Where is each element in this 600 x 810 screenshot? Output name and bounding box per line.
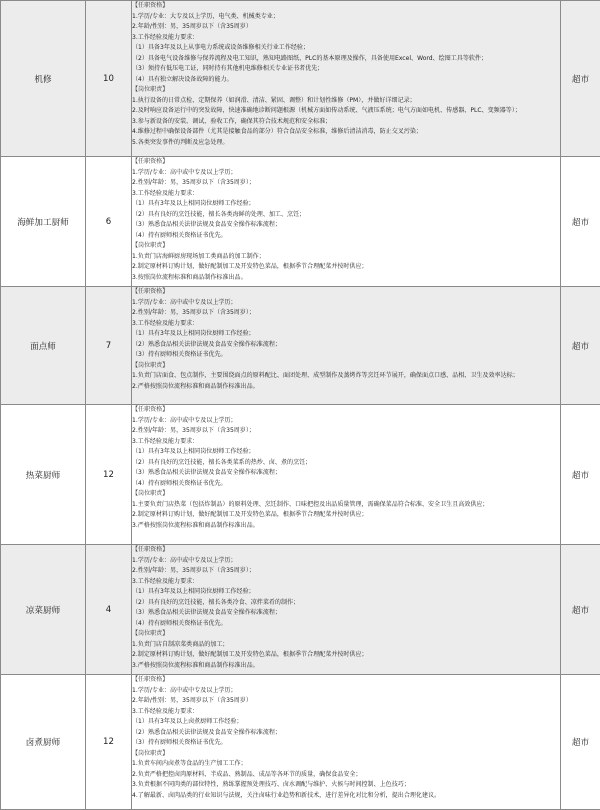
headcount-cell: 7 xyxy=(86,287,132,405)
requirement-line: 2.性别/年龄：男，35周岁以下（含35周岁）； xyxy=(132,566,560,577)
section-heading: 【岗位职责】 xyxy=(132,361,560,372)
requirement-line: 2.制定原材料订购计划，做好配制加工及开发特色菜品，根据季节合理配菜并按时供应； xyxy=(132,650,560,661)
section-heading: 【任职资格】 xyxy=(132,1,560,12)
table-row xyxy=(1,545,600,675)
position-name-cell: 机修 xyxy=(1,1,86,157)
requirement-line: （2）具有良好的烹饪技能，擅长各类冷食、凉拌菜肴的制作； xyxy=(132,598,560,609)
requirement-line: 1.学历/专业：高中或中专及以上学历； xyxy=(132,416,560,427)
requirements-cell xyxy=(132,1,561,157)
requirement-line: 2.制定原材料订购计划，做好配制加工及开发特色菜品，根据季节合理配菜并按时供应； xyxy=(132,262,560,273)
section-heading: 【岗位职责】 xyxy=(132,489,560,500)
requirement-line: （4）持有厨师相关资格证书优先。 xyxy=(132,479,560,490)
requirement-line: 3.参与新设备的安装、调试、验收工作，确保其符合技术规范和安全标准； xyxy=(132,117,560,128)
requirement-line: 3.工作经验及能力要求： xyxy=(132,33,560,44)
requirement-line: 2.性别/年龄：男，35周岁以下（含35周岁）； xyxy=(132,178,560,189)
requirement-line: （3）持有厨师相关资格证书优先。 xyxy=(132,350,560,361)
work-location-cell: 超市 xyxy=(561,675,600,810)
section-heading: 【岗位职责】 xyxy=(132,629,560,640)
requirement-line: 3.工作经验及能力要求： xyxy=(132,319,560,330)
position-name-cell: 热菜厨师 xyxy=(1,405,86,545)
requirement-line: 1.负责门店自制凉菜类商品的加工； xyxy=(132,640,560,651)
requirement-line: 2.年龄/性别：男，35周岁以下（含35周岁） xyxy=(132,696,560,707)
table-row xyxy=(1,157,600,287)
requirement-line: （4）具有独立解决设备故障的能力。 xyxy=(132,75,560,86)
requirement-line: 1.学历/专业：高中或中专及以上学历； xyxy=(132,298,560,309)
requirement-line: （1）具有3年及以上卤煮厨师工作经验； xyxy=(132,717,560,728)
requirement-line: 1.学历/专业：高中或中专及以上学历； xyxy=(132,168,560,179)
requirement-line: 1.学历/专业：高中或中专及以上学历； xyxy=(132,556,560,567)
requirement-line: 1.执行设备的日常点检、定期保养（如润滑、清洁、紧固、调整）和计划性维修（PM），并做好详细记录； xyxy=(132,96,560,107)
requirement-line: （2）具有良好的烹饪技能，擅长各类菜系的热炒、卤、煮的烹饪； xyxy=(132,458,560,469)
section-heading: 【岗位职责】 xyxy=(132,749,560,760)
table-row xyxy=(1,405,600,545)
requirement-line: 2.性别/年龄：男，35周岁以下（含35周岁）； xyxy=(132,426,560,437)
requirement-line: 1.学历/专业：高中或中专及以上学历； xyxy=(132,686,560,697)
headcount-cell: 12 xyxy=(86,675,132,810)
requirements-cell xyxy=(132,545,561,675)
requirement-line: 3.按照岗位流程标准和商品制作标准出品。 xyxy=(132,273,560,284)
requirement-line: 1.负责车间内卤煮等食品的生产加工工作； xyxy=(132,759,560,770)
section-heading: 【岗位职责】 xyxy=(132,85,560,96)
requirement-line: （1）具备3年及以上从事电力系统或设备维修相关行业工作经验； xyxy=(132,43,560,54)
requirements-cell xyxy=(132,157,561,287)
requirement-line: （2）具备电气设备维修与保养流程及电工知识，熟知电路图纸、PLC的基本原理及操作，具备使用Excel、Word、绘图工具等软件； xyxy=(132,54,560,65)
requirement-line: （2）熟悉食品相关法律法规及食品安全操作标准流程； xyxy=(132,340,560,351)
requirement-line: 3.严格按照岗位流程标准和商品制作标准出品。 xyxy=(132,521,560,532)
requirement-line: 4.维修过程中确保设备部件（尤其是接触食品的部分）符合食品安全标准，维修后清洁消毒，防止交叉污染； xyxy=(132,127,560,138)
table-row xyxy=(1,675,600,810)
requirements-cell xyxy=(132,405,561,545)
requirement-line: 3.工作经验及能力要求： xyxy=(132,189,560,200)
position-name-cell: 卤煮厨师 xyxy=(1,675,86,810)
work-location-cell: 超市 xyxy=(561,1,600,157)
requirement-line: 5.各类突发事件的判断及应急处理。 xyxy=(132,138,560,149)
requirement-line: （1）具有3年及以上相同岗位厨师工作经验； xyxy=(132,447,560,458)
requirement-line: （3）熟悉食品相关法律法规及食品安全操作标准流程； xyxy=(132,468,560,479)
requirement-line: 2.负责严格把控卤肉原材料、半成品、熟制品、成品等各环节的质量，确保食品安全； xyxy=(132,770,560,781)
requirements-cell xyxy=(132,287,561,405)
work-location-cell: 超市 xyxy=(561,545,600,675)
section-heading: 【任职资格】 xyxy=(132,675,560,686)
headcount-cell: 10 xyxy=(86,1,132,157)
requirement-line: （1）具有3年及以上相同岗位厨师工作经验； xyxy=(132,329,560,340)
requirement-line: （4）持有厨师相关资格证书优先。 xyxy=(132,231,560,242)
requirement-line: （2）熟悉食品相关法律法规及食品安全操作标准流程； xyxy=(132,728,560,739)
requirement-line: 1.主要负责门店热菜（包括炸制品）的原料处理、烹饪制作、口味把控及出品质量管理，需确保菜品符合标准、安全卫生且高效供应； xyxy=(132,500,560,511)
requirement-line: （3）须持有低压电工证，同时持有其他机电维修相关专业证书者优先； xyxy=(132,64,560,75)
requirement-line: 3.工作经验及能力要求： xyxy=(132,437,560,448)
requirement-line: 3.负责根据不同肉类的部位特性，熟练掌握预处理技巧、卤水调配与维护、火候与时间控制、上色技巧； xyxy=(132,780,560,791)
requirement-line: 2.制定原材料订购计划，做好配制加工及开发特色菜品，根据季节合理配菜并按时供应； xyxy=(132,510,560,521)
job-table-body xyxy=(1,1,600,810)
requirement-line: 2.及时响应设备运行中的突发故障，快速准确地诊断问题根源（机械方面如传动系统、气液压系统；电气方面如电机、传感器、PLC、变频器等）； xyxy=(132,106,560,117)
requirement-line: 4.了解最新、卤肉品类的行业知识与法规，关注卤味行业趋势和新技术，进行差异化对比和分析，提出合理化建议。 xyxy=(132,791,560,802)
requirement-line: 3.严格按照岗位流程标准和商品制作标准出品。 xyxy=(132,661,560,672)
headcount-cell: 4 xyxy=(86,545,132,675)
work-location-cell: 超市 xyxy=(561,287,600,405)
requirement-line: 1.负责门店面食、包点制作，主要围绕面点的原料配比、面团处理、成型制作及蒸烤炸等烹饪环节展开，确保面点口感、品相、卫生及效率达标； xyxy=(132,371,560,382)
section-heading: 【任职资格】 xyxy=(132,545,560,556)
requirement-line: 2.性别/年龄：男，35周岁以下（含35周岁）； xyxy=(132,308,560,319)
requirement-line: 1.负责门店海鲜厨房现场加工类商品的加工制作； xyxy=(132,252,560,263)
table-row xyxy=(1,1,600,157)
table-row xyxy=(1,287,600,405)
section-heading: 【岗位职责】 xyxy=(132,241,560,252)
requirement-line: 3.工作经验及能力要求： xyxy=(132,577,560,588)
work-location-cell: 超市 xyxy=(561,405,600,545)
work-location-cell: 超市 xyxy=(561,157,600,287)
requirement-line: 2.年龄/性别：男，35周岁以下（含35周岁） xyxy=(132,22,560,33)
requirement-line: （2）具有良好的烹饪技能，擅长各类海鲜的处理、加工、烹饪； xyxy=(132,210,560,221)
requirement-line: （3）熟悉食品相关法律法规及食品安全操作标准流程； xyxy=(132,608,560,619)
section-heading: 【任职资格】 xyxy=(132,287,560,298)
requirement-line: （1）具有3年及以上相同岗位厨师工作经验； xyxy=(132,587,560,598)
requirement-line: （3）持有厨师相关资格证书优先。 xyxy=(132,738,560,749)
requirement-line: 3.工作经验及能力要求： xyxy=(132,707,560,718)
section-heading: 【任职资格】 xyxy=(132,157,560,168)
position-name-cell: 面点师 xyxy=(1,287,86,405)
headcount-cell: 12 xyxy=(86,405,132,545)
position-name-cell: 凉菜厨师 xyxy=(1,545,86,675)
requirement-line: 1.学历/专业：大专及以上学历，电气类、机械类专业； xyxy=(132,12,560,23)
requirement-line: （4）持有厨师相关资格证书优先。 xyxy=(132,619,560,630)
requirement-line: 2.严格按照岗位流程标准和商品制作标准出品。 xyxy=(132,382,560,393)
requirement-line: （3）熟悉食品相关法律法规及食品安全操作标准流程； xyxy=(132,220,560,231)
position-name-cell: 海鲜加工厨师 xyxy=(1,157,86,287)
requirements-cell xyxy=(132,675,561,810)
section-heading: 【任职资格】 xyxy=(132,405,560,416)
headcount-cell: 6 xyxy=(86,157,132,287)
requirement-line: （1）具有3年及以上相同岗位厨师工作经验； xyxy=(132,199,560,210)
